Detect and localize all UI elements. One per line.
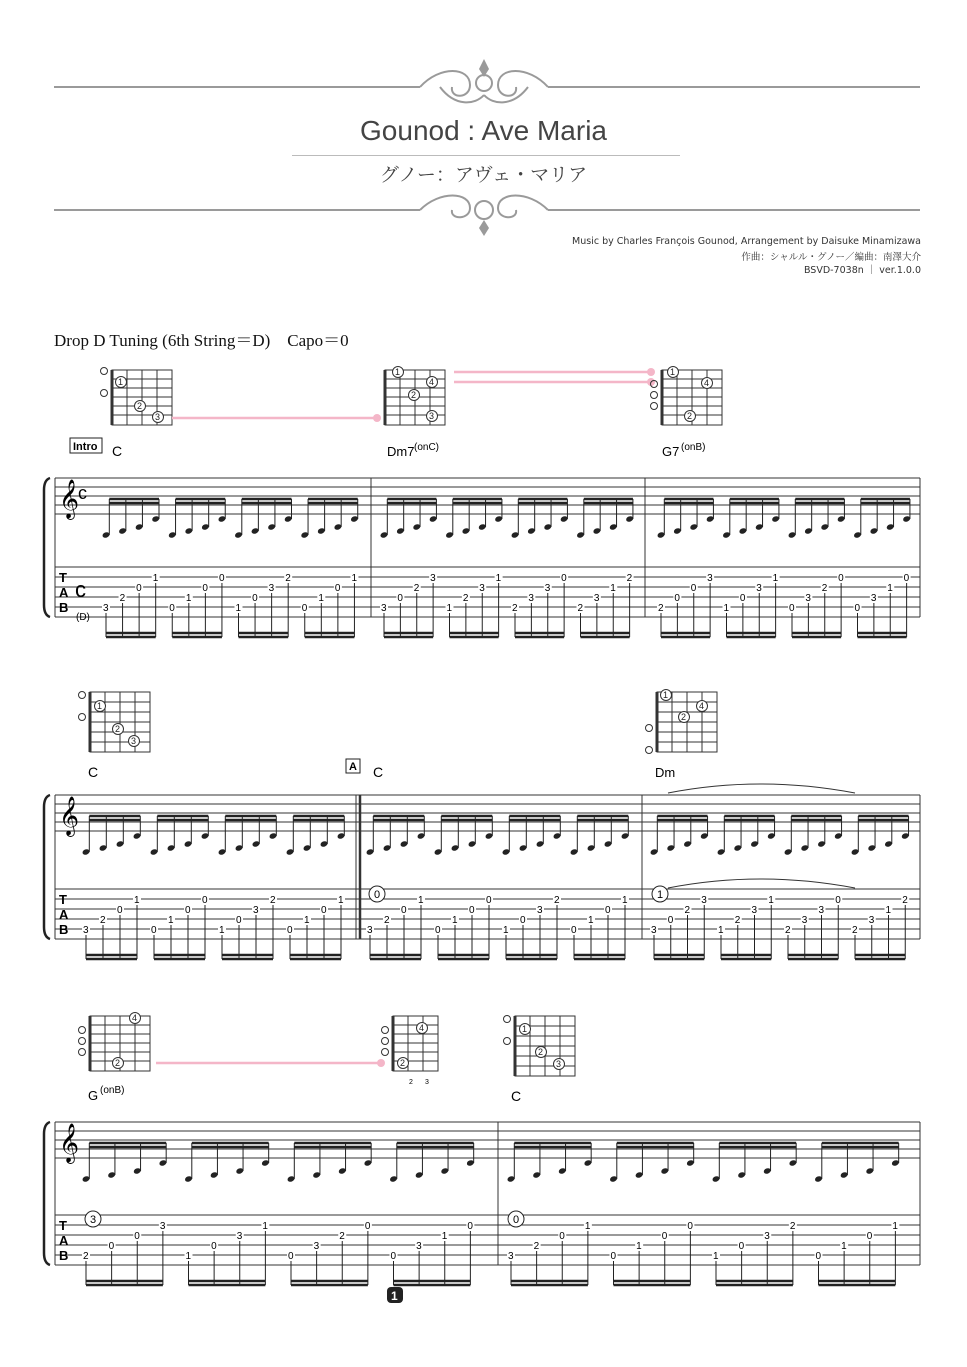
svg-text:c: c bbox=[78, 483, 87, 503]
chord-sup: (onC) bbox=[414, 442, 440, 453]
svg-text:2: 2 bbox=[785, 925, 791, 936]
svg-text:2: 2 bbox=[411, 390, 417, 400]
svg-text:2: 2 bbox=[83, 1251, 89, 1262]
chord-diagram-c3 bbox=[504, 1016, 576, 1077]
svg-text:0: 0 bbox=[397, 593, 403, 604]
svg-text:1: 1 bbox=[338, 895, 344, 906]
svg-text:1: 1 bbox=[892, 1221, 898, 1232]
svg-text:4: 4 bbox=[699, 701, 705, 711]
svg-text:B: B bbox=[59, 1248, 69, 1263]
svg-text:1: 1 bbox=[841, 1241, 847, 1252]
svg-text:2: 2 bbox=[512, 603, 518, 614]
svg-text:2: 2 bbox=[384, 915, 390, 926]
svg-text:3: 3 bbox=[764, 1231, 770, 1242]
svg-text:1: 1 bbox=[622, 895, 628, 906]
svg-text:0: 0 bbox=[739, 593, 746, 604]
svg-text:2: 2 bbox=[115, 1058, 121, 1068]
svg-text:3: 3 bbox=[430, 573, 436, 584]
svg-text:0: 0 bbox=[661, 1231, 668, 1242]
svg-text:0: 0 bbox=[835, 895, 841, 906]
fret-hint: 3 bbox=[425, 1079, 429, 1086]
svg-text:3: 3 bbox=[416, 1241, 422, 1252]
svg-text:3: 3 bbox=[159, 1221, 166, 1232]
svg-text:3: 3 bbox=[313, 1241, 320, 1252]
svg-text:0: 0 bbox=[486, 895, 492, 906]
svg-text:1: 1 bbox=[395, 367, 401, 377]
svg-text:3: 3 bbox=[479, 583, 485, 594]
svg-text:0: 0 bbox=[667, 915, 674, 926]
svg-text:0: 0 bbox=[202, 583, 208, 594]
svg-text:1: 1 bbox=[168, 915, 174, 926]
svg-text:0: 0 bbox=[301, 603, 308, 614]
chord-name: Dm7 bbox=[387, 444, 415, 459]
svg-text:0: 0 bbox=[236, 915, 242, 926]
svg-text:1: 1 bbox=[219, 925, 225, 936]
svg-text:1: 1 bbox=[588, 915, 594, 926]
system-2-notes bbox=[82, 816, 910, 959]
tuning-info: Drop D Tuning (6th String＝D) Capo＝0 bbox=[54, 331, 349, 350]
svg-text:3: 3 bbox=[381, 603, 387, 614]
svg-text:𝄞: 𝄞 bbox=[59, 1124, 80, 1162]
svg-text:𝄞: 𝄞 bbox=[59, 797, 80, 835]
credit-english: Music by Charles François Gounod, Arrangement by Daisuke Minamizawa bbox=[572, 236, 921, 247]
svg-text:1: 1 bbox=[768, 895, 774, 906]
svg-text:2: 2 bbox=[902, 895, 908, 906]
chord-diagram-dm bbox=[646, 690, 718, 754]
svg-text:3: 3 bbox=[131, 736, 137, 746]
svg-text:3: 3 bbox=[805, 593, 811, 604]
svg-text:0: 0 bbox=[513, 1214, 520, 1226]
svg-text:c: c bbox=[75, 577, 86, 602]
svg-text:2: 2 bbox=[115, 724, 121, 734]
svg-text:B: B bbox=[59, 922, 69, 937]
svg-text:0: 0 bbox=[687, 1221, 693, 1232]
svg-text:3: 3 bbox=[103, 603, 109, 614]
svg-text:2: 2 bbox=[339, 1231, 345, 1242]
svg-text:1: 1 bbox=[235, 603, 242, 614]
svg-text:3: 3 bbox=[818, 905, 825, 916]
svg-text:0: 0 bbox=[815, 1251, 822, 1262]
svg-text:T: T bbox=[59, 892, 67, 907]
svg-text:0: 0 bbox=[374, 889, 381, 901]
svg-text:2: 2 bbox=[538, 1047, 544, 1057]
svg-text:1: 1 bbox=[134, 895, 140, 906]
chord-sup: (onB) bbox=[681, 442, 706, 453]
svg-text:0: 0 bbox=[605, 905, 611, 916]
svg-text:2: 2 bbox=[137, 401, 143, 411]
svg-text:1: 1 bbox=[262, 1221, 268, 1232]
svg-text:1: 1 bbox=[522, 1024, 528, 1034]
svg-text:2: 2 bbox=[687, 411, 693, 421]
svg-text:A: A bbox=[59, 907, 69, 922]
chord-diagram-g-on-b-2 bbox=[382, 1016, 439, 1086]
svg-text:3: 3 bbox=[83, 925, 89, 936]
svg-text:4: 4 bbox=[419, 1023, 425, 1033]
svg-text:0: 0 bbox=[185, 905, 191, 916]
svg-text:0: 0 bbox=[571, 925, 577, 936]
svg-text:2: 2 bbox=[734, 915, 741, 926]
svg-text:1: 1 bbox=[723, 603, 730, 614]
svg-text:0: 0 bbox=[401, 905, 407, 916]
system-1-notes bbox=[102, 499, 911, 637]
svg-text:1: 1 bbox=[663, 690, 669, 700]
svg-text:0: 0 bbox=[252, 593, 258, 604]
svg-text:0: 0 bbox=[866, 1231, 873, 1242]
svg-text:2: 2 bbox=[533, 1241, 540, 1252]
section-a-label: A bbox=[349, 761, 357, 773]
svg-text:0: 0 bbox=[690, 583, 697, 594]
svg-text:1: 1 bbox=[446, 603, 453, 614]
svg-text:2: 2 bbox=[100, 915, 106, 926]
svg-text:2: 2 bbox=[554, 895, 560, 906]
catalog-number: BSVD-7038n ｜ ver.1.0.0 bbox=[803, 265, 921, 276]
chord-name: G bbox=[88, 1088, 99, 1103]
svg-text:1: 1 bbox=[97, 701, 103, 711]
chord-name: C bbox=[112, 443, 123, 459]
svg-text:0: 0 bbox=[435, 925, 441, 936]
svg-text:3: 3 bbox=[701, 895, 707, 906]
svg-text:1: 1 bbox=[318, 593, 324, 604]
svg-text:1: 1 bbox=[636, 1241, 642, 1252]
svg-text:0: 0 bbox=[202, 895, 208, 906]
svg-text:2: 2 bbox=[626, 573, 633, 584]
svg-text:1: 1 bbox=[885, 905, 892, 916]
svg-text:1: 1 bbox=[118, 377, 124, 387]
svg-text:3: 3 bbox=[537, 905, 543, 916]
svg-text:3: 3 bbox=[801, 915, 808, 926]
svg-text:1: 1 bbox=[351, 573, 357, 584]
page-title: Gounod : Ave Maria bbox=[360, 115, 607, 146]
svg-text:1: 1 bbox=[657, 889, 664, 901]
svg-text:0: 0 bbox=[520, 915, 526, 926]
svg-text:2: 2 bbox=[684, 905, 691, 916]
svg-text:0: 0 bbox=[108, 1241, 115, 1252]
svg-text:0: 0 bbox=[136, 583, 142, 594]
svg-text:2: 2 bbox=[462, 593, 469, 604]
svg-text:1: 1 bbox=[503, 925, 509, 936]
svg-text:1: 1 bbox=[670, 367, 676, 377]
svg-text:3: 3 bbox=[508, 1251, 514, 1262]
svg-text:A: A bbox=[59, 585, 69, 600]
svg-text:2: 2 bbox=[119, 593, 126, 604]
svg-text:1: 1 bbox=[718, 925, 724, 936]
chord-diagram-c2 bbox=[79, 692, 151, 753]
svg-text:T: T bbox=[59, 570, 67, 585]
chord-diagram-dm7 bbox=[385, 367, 655, 426]
intro-label: Intro bbox=[73, 441, 98, 453]
chord-name: C bbox=[88, 764, 99, 780]
svg-text:3: 3 bbox=[593, 593, 600, 604]
svg-text:0: 0 bbox=[559, 1231, 565, 1242]
svg-text:3: 3 bbox=[236, 1231, 243, 1242]
page-subtitle: グノー：アヴェ・マリア bbox=[379, 164, 588, 186]
svg-text:1: 1 bbox=[152, 573, 159, 584]
svg-text:2: 2 bbox=[270, 895, 276, 906]
chord-sup: (onB) bbox=[100, 1085, 125, 1096]
svg-text:1: 1 bbox=[304, 915, 310, 926]
svg-text:2: 2 bbox=[681, 712, 687, 722]
svg-text:2: 2 bbox=[821, 583, 828, 594]
svg-text:3: 3 bbox=[751, 905, 758, 916]
svg-text:0: 0 bbox=[117, 905, 123, 916]
svg-text:0: 0 bbox=[561, 573, 567, 584]
svg-text:0: 0 bbox=[169, 603, 175, 614]
svg-text:0: 0 bbox=[151, 925, 157, 936]
svg-text:2: 2 bbox=[789, 1221, 796, 1232]
svg-text:3: 3 bbox=[367, 925, 373, 936]
svg-text:0: 0 bbox=[287, 925, 293, 936]
svg-text:3: 3 bbox=[556, 1059, 562, 1069]
svg-text:3: 3 bbox=[528, 593, 534, 604]
bottom-ornament bbox=[0, 188, 967, 238]
svg-text:0: 0 bbox=[610, 1251, 617, 1262]
chord-name: G7 bbox=[662, 444, 680, 459]
svg-text:0: 0 bbox=[738, 1241, 745, 1252]
svg-text:0: 0 bbox=[218, 573, 225, 584]
svg-text:0: 0 bbox=[134, 1231, 140, 1242]
top-ornament bbox=[0, 55, 967, 115]
drop-d-label: (D) bbox=[76, 612, 90, 623]
svg-text:4: 4 bbox=[132, 1013, 138, 1023]
svg-text:0: 0 bbox=[211, 1241, 217, 1252]
svg-text:0: 0 bbox=[903, 573, 910, 584]
fret-hint: 2 bbox=[409, 1079, 413, 1086]
svg-text:3: 3 bbox=[870, 593, 877, 604]
svg-text:0: 0 bbox=[789, 603, 795, 614]
svg-text:0: 0 bbox=[288, 1251, 294, 1262]
svg-text:1: 1 bbox=[185, 593, 192, 604]
svg-text:1: 1 bbox=[495, 573, 502, 584]
svg-text:1: 1 bbox=[584, 1221, 591, 1232]
svg-text:2: 2 bbox=[413, 583, 420, 594]
system-3-notes bbox=[82, 1143, 900, 1285]
svg-text:T: T bbox=[59, 1218, 67, 1233]
svg-text:1: 1 bbox=[441, 1231, 448, 1242]
svg-text:2: 2 bbox=[577, 603, 584, 614]
svg-text:2: 2 bbox=[285, 573, 291, 584]
svg-text:3: 3 bbox=[253, 905, 259, 916]
svg-text:2: 2 bbox=[400, 1058, 406, 1068]
chord-name: C bbox=[373, 764, 384, 780]
svg-text:0: 0 bbox=[321, 905, 327, 916]
svg-text:0: 0 bbox=[854, 603, 861, 614]
title-divider bbox=[292, 155, 680, 156]
svg-text:1: 1 bbox=[713, 1251, 719, 1262]
svg-text:1: 1 bbox=[185, 1251, 192, 1262]
svg-text:1: 1 bbox=[418, 895, 424, 906]
chord-name: C bbox=[511, 1088, 522, 1104]
svg-text:3: 3 bbox=[544, 583, 551, 594]
svg-text:B: B bbox=[59, 600, 69, 615]
svg-text:0: 0 bbox=[467, 1221, 473, 1232]
svg-text:1: 1 bbox=[452, 915, 458, 926]
svg-text:A: A bbox=[59, 1233, 69, 1248]
system-2 bbox=[0, 685, 967, 975]
svg-text:0: 0 bbox=[364, 1221, 371, 1232]
svg-text:4: 4 bbox=[704, 378, 710, 388]
svg-text:3: 3 bbox=[429, 411, 435, 421]
svg-text:0: 0 bbox=[334, 583, 341, 594]
system-3 bbox=[0, 1010, 967, 1310]
svg-text:1: 1 bbox=[772, 573, 779, 584]
chord-name: Dm bbox=[655, 765, 676, 780]
chord-diagram-g7 bbox=[651, 367, 723, 426]
svg-text:𝄞: 𝄞 bbox=[59, 480, 80, 518]
svg-text:2: 2 bbox=[852, 925, 858, 936]
system-1 bbox=[0, 360, 967, 640]
svg-text:2: 2 bbox=[658, 603, 664, 614]
svg-text:0: 0 bbox=[469, 905, 475, 916]
svg-text:3: 3 bbox=[155, 412, 161, 422]
svg-text:0: 0 bbox=[390, 1251, 397, 1262]
svg-text:3: 3 bbox=[756, 583, 762, 594]
svg-text:1: 1 bbox=[887, 583, 893, 594]
chord-diagram-c bbox=[101, 368, 382, 426]
svg-text:0: 0 bbox=[838, 573, 844, 584]
svg-text:3: 3 bbox=[268, 583, 275, 594]
finger-label: 1 bbox=[391, 1289, 398, 1303]
chord-diagram-g-on-b bbox=[79, 1013, 386, 1072]
svg-text:3: 3 bbox=[651, 925, 657, 936]
credit-japanese: 作曲：シャルル・グノー／編曲：南澤大介 bbox=[741, 252, 921, 263]
svg-text:3: 3 bbox=[707, 573, 713, 584]
svg-text:0: 0 bbox=[674, 593, 680, 604]
svg-text:3: 3 bbox=[868, 915, 875, 926]
svg-text:1: 1 bbox=[610, 583, 616, 594]
svg-text:4: 4 bbox=[429, 377, 435, 387]
svg-text:3: 3 bbox=[90, 1214, 97, 1226]
